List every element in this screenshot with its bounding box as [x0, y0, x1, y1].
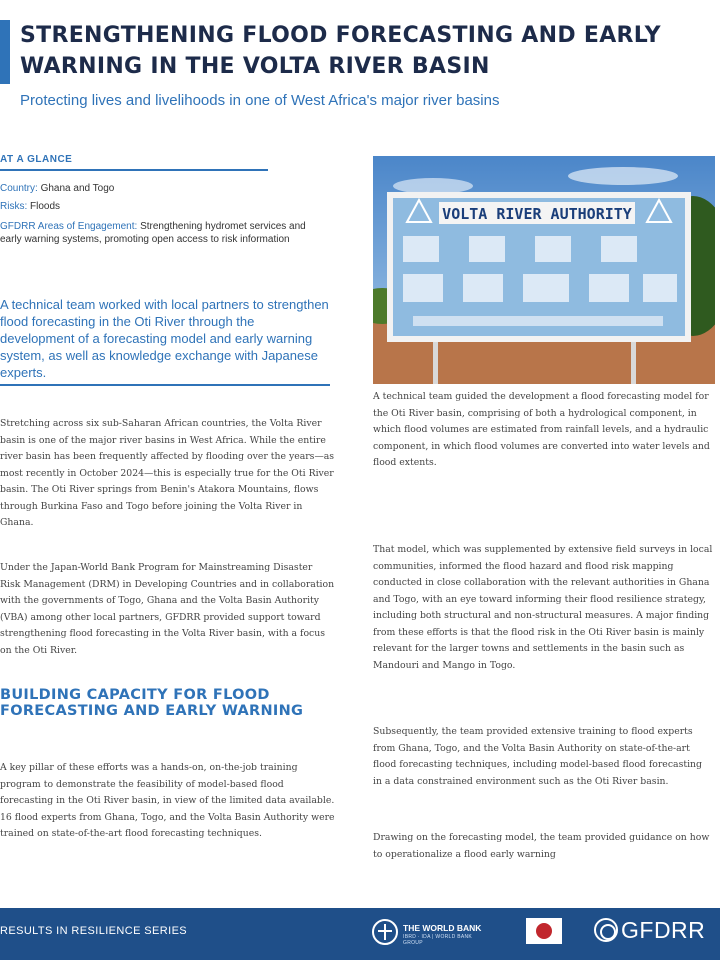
left-paragraph-2: Under the Japan-World Bank Program for Mainstreaming Disaster Risk Management (DRM) in Developing Countries and in collaboration with the governments of Togo, Ghana and the Volta Basin Authority (VBA) among other local partners, GFDRR provided support toward strengthening flood forecasting in the Volta River basin, with a focus on the Oti River. [0, 562, 335, 656]
glance-country-label: Country: [0, 183, 38, 194]
left-paragraph-1: Stretching across six sub-Saharan African countries, the Volta River basin is one of the major river basins in West Africa. While the entire river basin has been frequently affected by flooding over the years—as most recently in October 2024—this is especially true for the Oti River basin. The Oti River springs from Benin's Atakora Mountains, flows through Burkina Faso and Togo before joining the Volta River in Ghana. [0, 418, 335, 528]
volta-river-authority-photo [373, 156, 715, 384]
section-heading: BUILDING CAPACITY FOR FLOOD FORECASTING AND EARLY WARNING [0, 687, 304, 719]
footer-series-label: RESULTS IN RESILIENCE SERIES [0, 925, 188, 937]
gfdrr-ring-icon [594, 918, 618, 942]
glance-areas-label: GFDRR Areas of Engagement: [0, 221, 138, 232]
pull-quote: A technical team worked with local partners to strengthen flood forecasting in the Oti River through the development of a forecasting model and early warning system, as well as knowledge exchange with Japanese experts. [0, 297, 329, 380]
world-bank-tagline: IBRD · IDA | WORLD BANK GROUP [403, 934, 473, 946]
world-bank-logo [372, 918, 482, 946]
world-bank-globe-icon [372, 919, 398, 945]
world-bank-name: THE WORLD BANK [403, 923, 482, 933]
glance-country [0, 182, 268, 195]
right-paragraph-3: Subsequently, the team provided extensive training to flood experts from Ghana, Togo, and the Volta Basin Authority on state-of-the-art flood forecasting techniques, including model-based flood forecasting in a data constrained environment such as the Oti River basin. [373, 726, 702, 787]
gfdrr-name: GFDRR [621, 917, 706, 943]
glance-risks [0, 200, 268, 213]
glance-heading: AT A GLANCE [0, 154, 268, 171]
right-paragraph-1: A technical team guided the development a flood forecasting model for the Oti River basin, comprising of both a hydrological component, in which flood volumes are estimated from rainfall levels, and a hydraulic component, in which flood volumes are converted into water levels and flood extents. [373, 391, 710, 468]
page-title: STRENGTHENING FLOOD FORECASTING AND EARLY WARNING IN THE VOLTA RIVER BASIN [20, 23, 661, 79]
glance-risks-label: Risks: [0, 201, 28, 212]
page-subtitle: Protecting lives and livelihoods in one of West Africa's major river basins [20, 92, 500, 109]
title-accent-bar [0, 20, 10, 84]
right-paragraph-2: That model, which was supplemented by extensive field surveys in local communities, informed the flood hazard and flood risk mapping conducted in close collaboration with the relevant authorities in Ghana and Togo, with an eye toward informing their flood resilience strategy, including both structural and non-structural measures. A major finding from these efforts is that the flood risk in the Oti River basin is mainly relevant for the larger towns and settlements in the basin such as Mandouri and Mango in Togo. [373, 544, 713, 671]
glance-country-value: Ghana and Togo [40, 183, 115, 194]
japan-flag-icon [526, 918, 562, 944]
gfdrr-logo [594, 914, 718, 946]
right-paragraph-4: Drawing on the forecasting model, the team provided guidance on how to operationalize a flood early warning [373, 832, 710, 860]
glance-areas-value: Strengthening hydromet services and early warning systems, promoting open access to risk information [0, 221, 306, 245]
glance-risks-value: Floods [30, 201, 61, 212]
sign-text: VOLTA RIVER AUTHORITY [442, 205, 632, 223]
glance-areas [0, 220, 330, 246]
left-paragraph-3: A key pillar of these efforts was a hands-on, on-the-job training program to demonstrate the feasibility of model-based flood forecasting in the Oti River basin, in view of the limited data available. 16 flood experts from Ghana, Togo, and the Volta Basin Authority were trained on state-of-the-art flood forecasting techniques. [0, 762, 335, 839]
photo-illustration [373, 156, 715, 384]
pull-quote-divider [0, 384, 330, 386]
